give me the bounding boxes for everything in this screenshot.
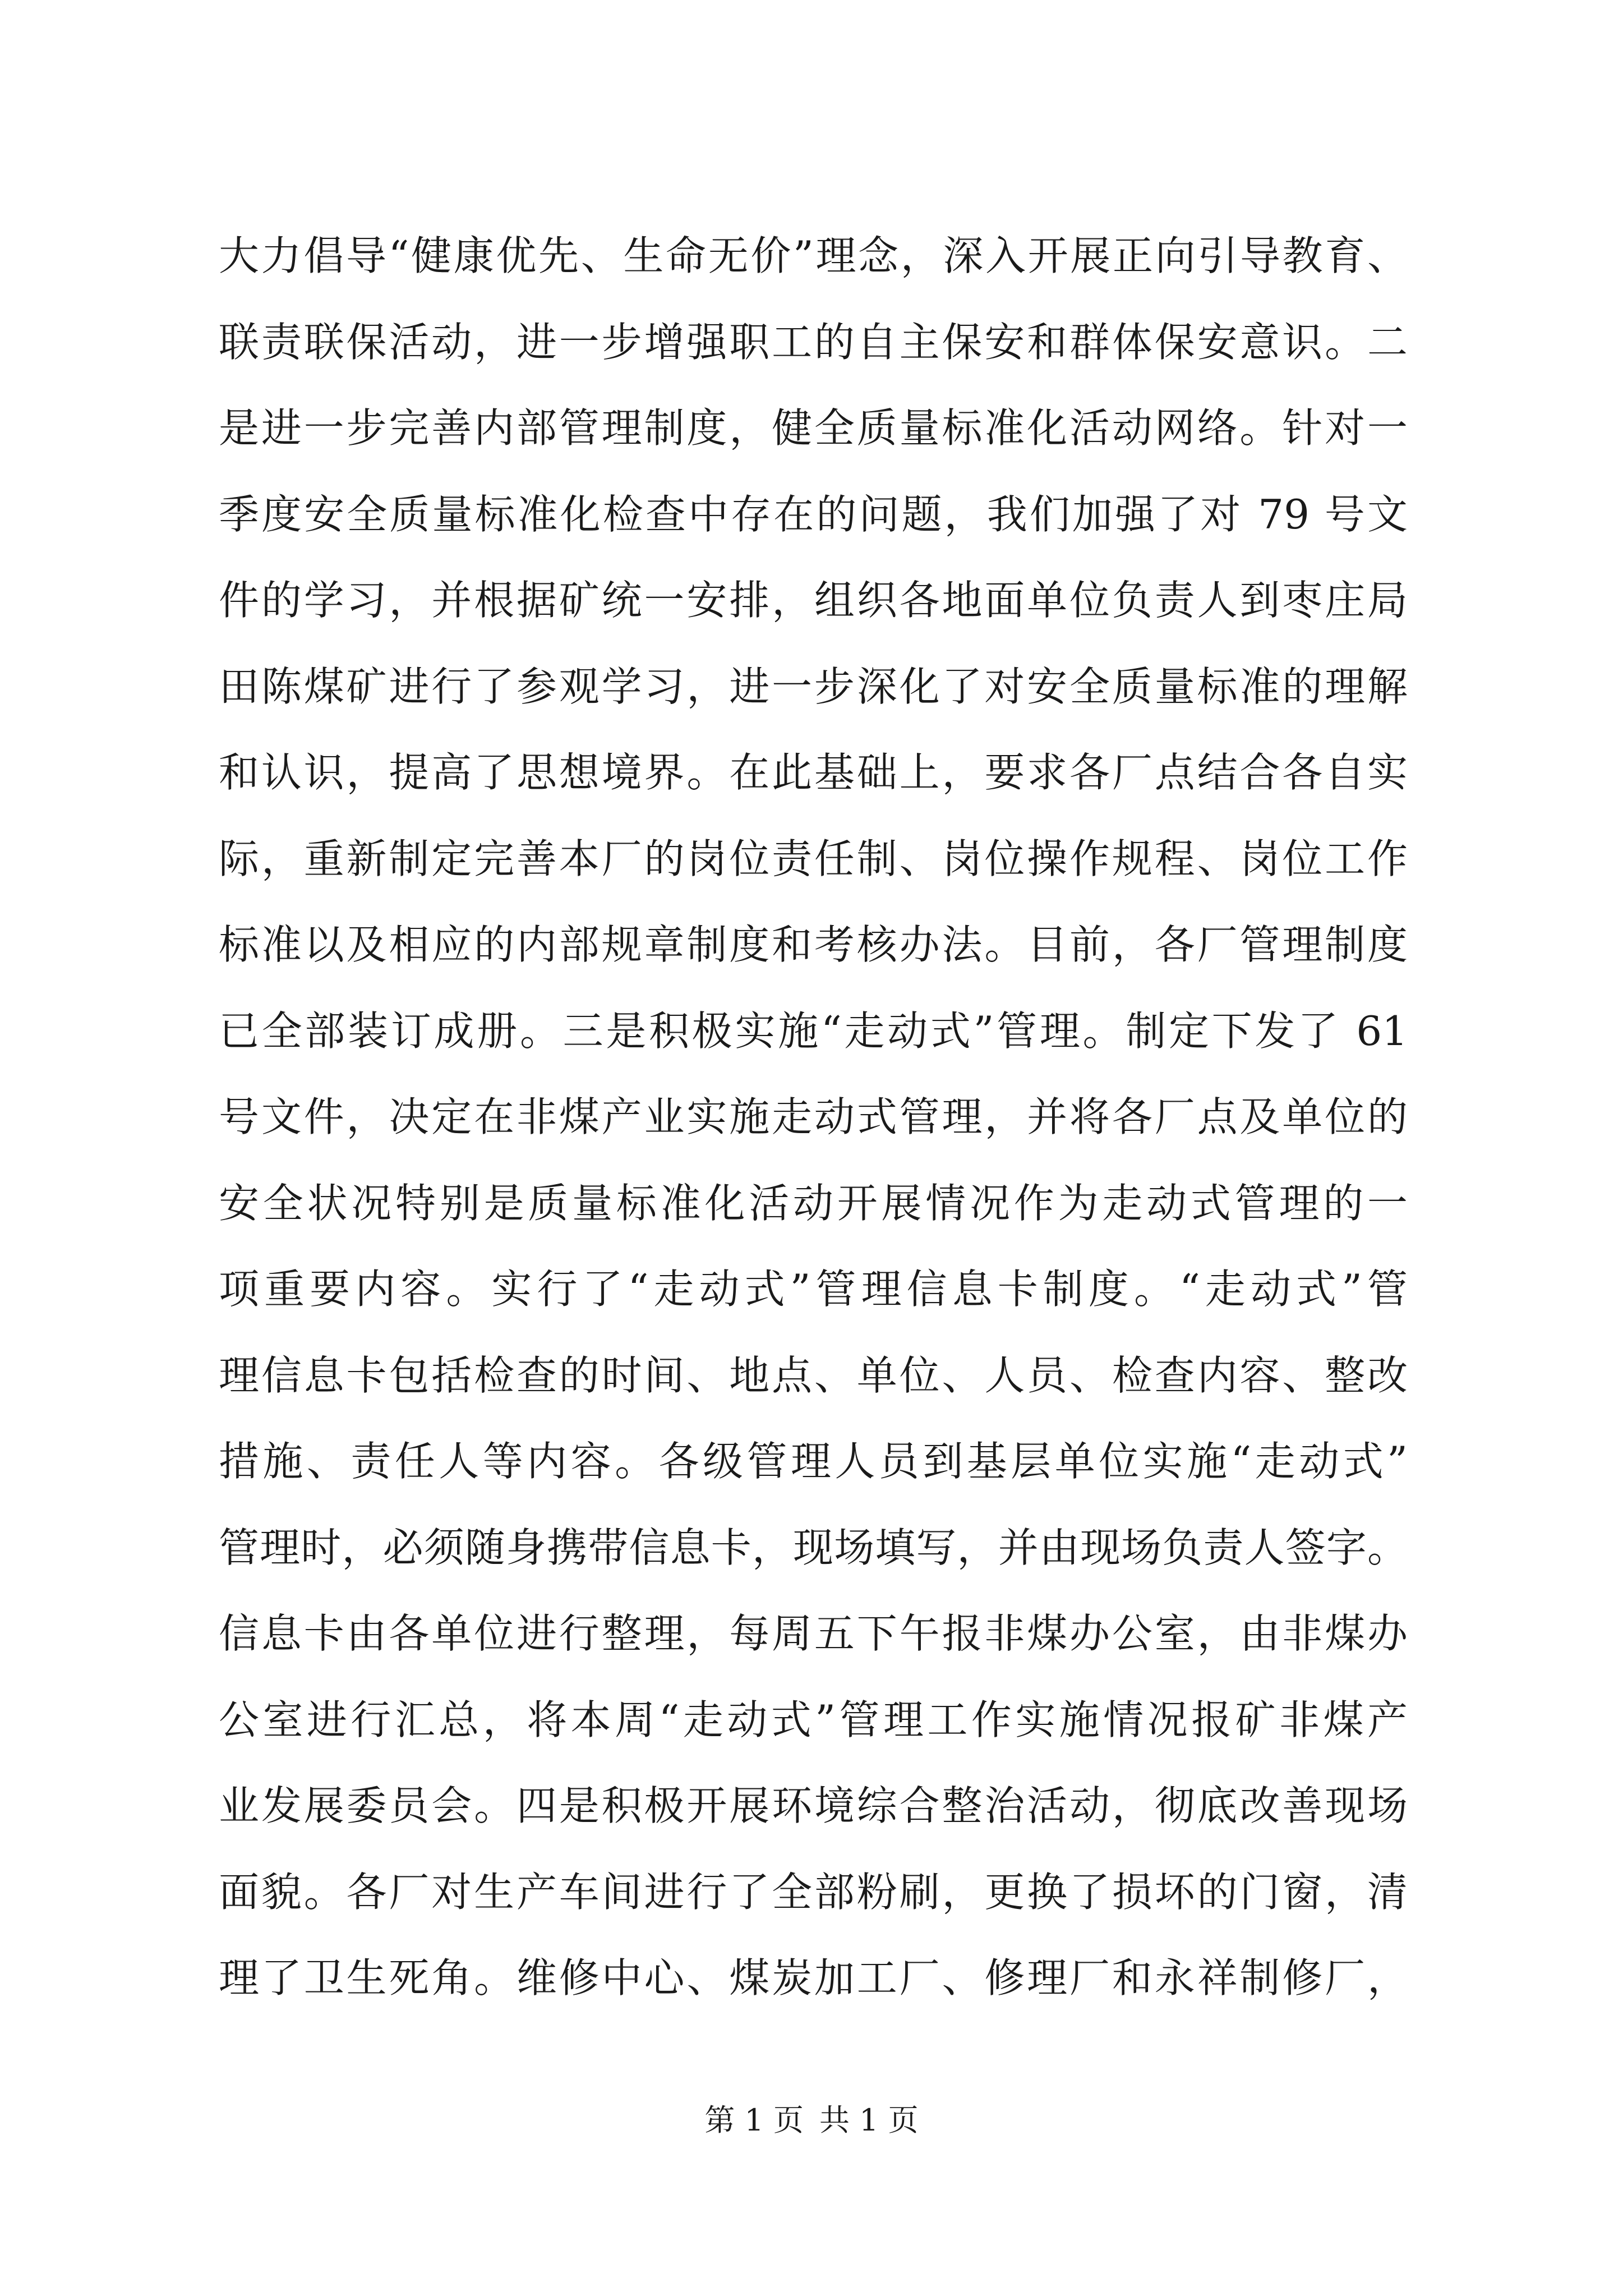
text-line: 项重要内容。实行了“走动式”管理信息卡制度。“走动式”管 [219,1266,1408,1313]
text-line: 理信息卡包括检查的时间、地点、单位、人员、检查内容、整改 [219,1351,1408,1399]
text-line: 是进一步完善内部管理制度，健全质量标准化活动网络。针对一 [219,404,1408,452]
text-line: 措施、责任人等内容。各级管理人员到基层单位实施“走动式” [219,1438,1408,1485]
text-line: 和认识，提高了思想境界。在此基础上，要求各厂点结合各自实 [219,749,1408,796]
text-line: 件的学习，并根据矿统一安排，组织各地面单位负责人到枣庄局 [219,577,1408,624]
text-line: 季度安全质量标准化检查中存在的问题，我们加强了对 79 号文 [219,490,1408,538]
text-line: 大力倡导“健康优先、生命无价”理念，深入开展正向引导教育、 [219,232,1408,279]
text-line: 标准以及相应的内部规章制度和考核办法。目前，各厂管理制度 [219,921,1408,968]
text-line: 业发展委员会。四是积极开展环境综合整治活动，彻底改善现场 [219,1782,1408,1829]
body-text [219,213,1408,2022]
text-line: 联责联保活动，进一步增强职工的自主保安和群体保安意识。二 [219,318,1408,366]
text-line: 管理时，必须随身携带信息卡，现场填写，并由现场负责人签字。 [219,1524,1408,1571]
text-line: 田陈煤矿进行了参观学习，进一步深化了对安全质量标准的理解 [219,662,1408,710]
text-line: 信息卡由各单位进行整理，每周五下午报非煤办公室，由非煤办 [219,1610,1408,1657]
page-footer [0,2098,1623,2143]
text-line: 面貌。各厂对生产车间进行了全部粉刷，更换了损坏的门窗，清 [219,1868,1408,1916]
page-total: 共 1 页 [819,2102,919,2138]
text-line: 公室进行汇总，将本周“走动式”管理工作实施情况报矿非煤产 [219,1696,1408,1743]
text-line: 理了卫生死角。维修中心、煤炭加工厂、修理厂和永祥制修厂， [219,1954,1408,2001]
text-line: 号文件，决定在非煤产业实施走动式管理，并将各厂点及单位的 [219,1093,1408,1140]
text-line: 已全部装订成册。三是积极实施“走动式”管理。制定下发了 61 [219,1007,1408,1055]
page-number: 第 1 页 [704,2102,804,2138]
text-line: 际，重新制定完善本厂的岗位责任制、岗位操作规程、岗位工作 [219,835,1408,882]
text-line: 安全状况特别是质量标准化活动开展情况作为走动式管理的一 [219,1179,1408,1227]
